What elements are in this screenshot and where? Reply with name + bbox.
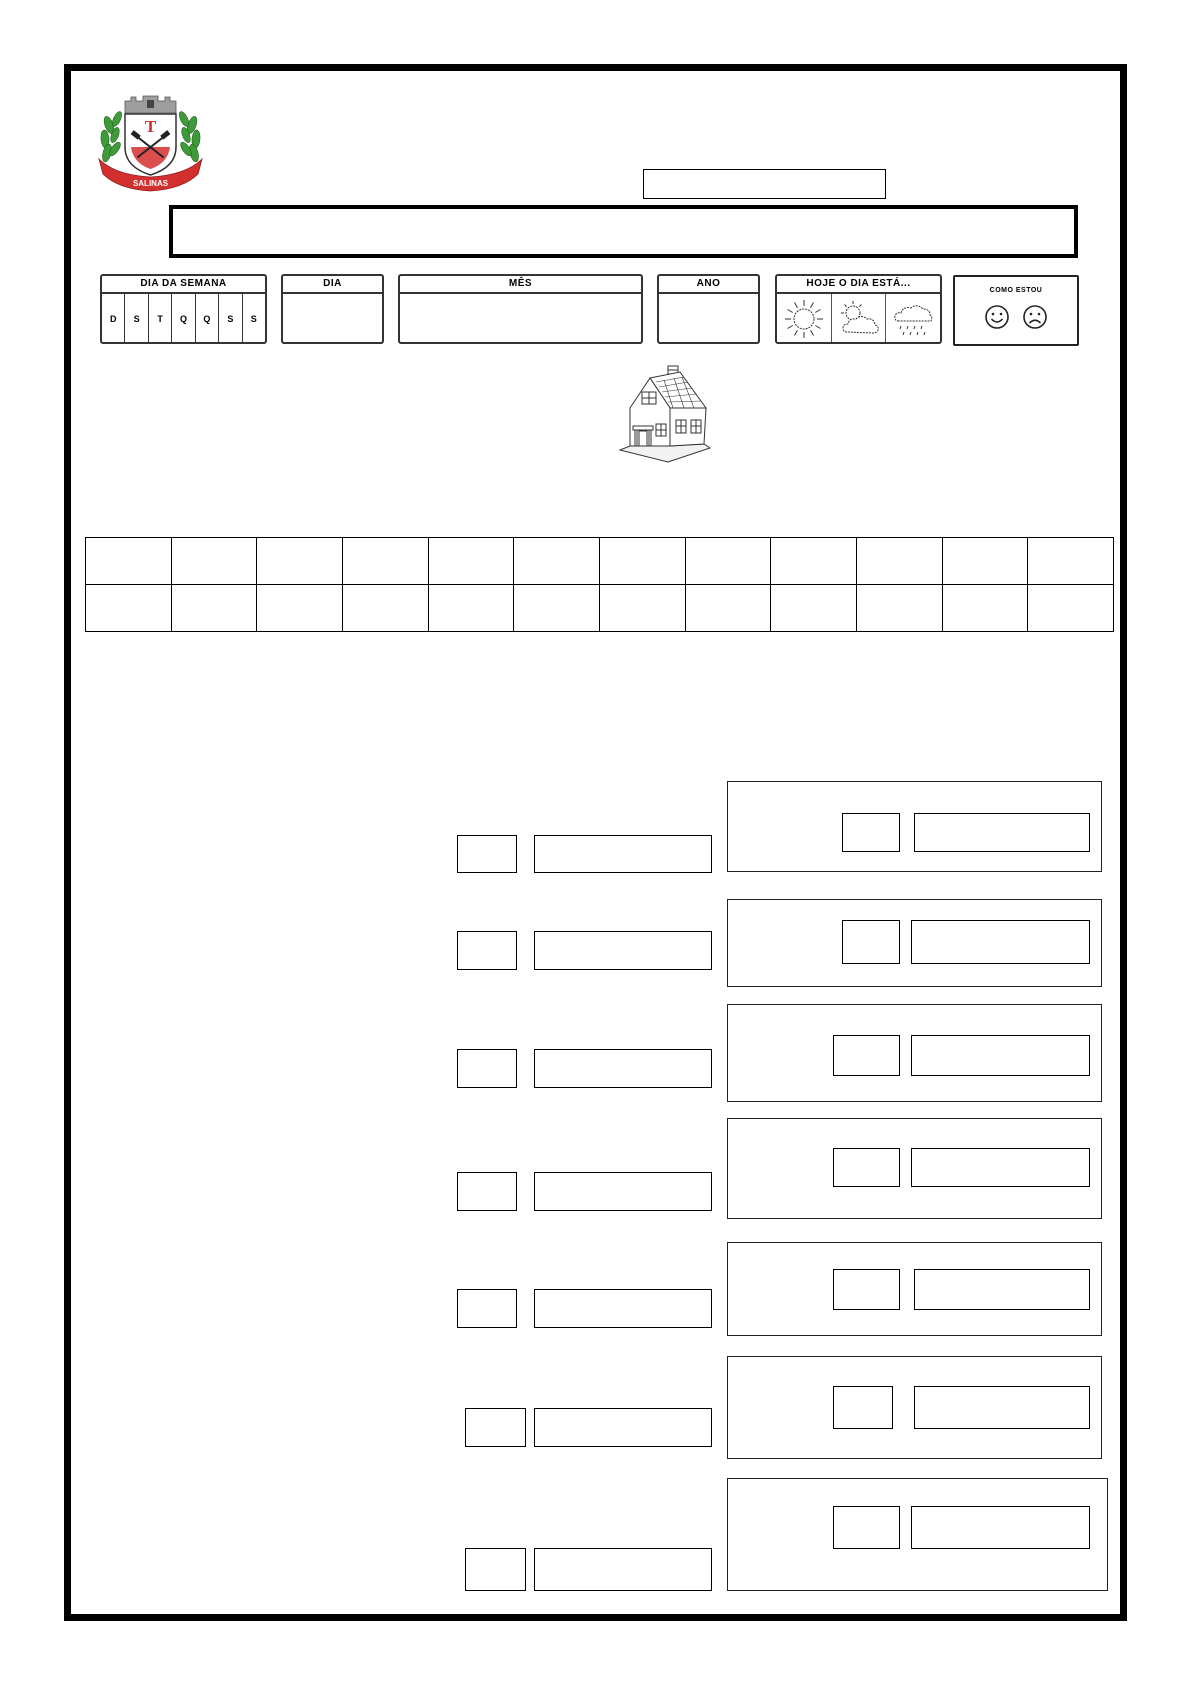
mood-box: [953, 275, 1079, 346]
right-number-box: [833, 1269, 900, 1310]
grid-cell: [257, 538, 343, 585]
left-answer-box: [534, 1289, 712, 1328]
partly-cloudy-icon: [837, 297, 881, 341]
right-number-box: [842, 813, 900, 852]
weekday-cell: S: [242, 294, 265, 344]
right-answer-box: [911, 1148, 1090, 1187]
left-answer-box: [534, 835, 712, 873]
right-card: [727, 1478, 1108, 1591]
grid-cell: [685, 585, 771, 632]
grid-row: [86, 585, 1114, 632]
left-answer-box: [534, 1049, 712, 1088]
grid-cell: [514, 538, 600, 585]
grid-cell: [771, 538, 857, 585]
weekday-cell: S: [218, 294, 241, 344]
grid-cell: [428, 538, 514, 585]
weekday-cells: [102, 294, 265, 344]
right-card: [727, 1118, 1102, 1219]
weekday-cell: Q: [171, 294, 194, 344]
mood-label: COMO ESTOU: [989, 287, 1043, 294]
grid-cell: [257, 585, 343, 632]
grid-cell: [1028, 538, 1114, 585]
month-label: MÊS: [400, 276, 641, 294]
right-card: [727, 1004, 1102, 1102]
name-field: [643, 169, 886, 199]
left-answer-box: [534, 931, 712, 970]
left-answer-box: [534, 1548, 712, 1591]
grid-cell: [342, 585, 428, 632]
weekday-cell: S: [124, 294, 147, 344]
sad-face-icon: [1022, 304, 1048, 330]
weather-label: HOJE O DIA ESTÁ...: [777, 276, 940, 294]
grid-cell: [599, 585, 685, 632]
right-card: [727, 1356, 1102, 1459]
happy-face-icon: [984, 304, 1010, 330]
day-label: DIA: [283, 276, 382, 294]
left-number-box: [457, 931, 517, 970]
right-answer-box: [914, 1269, 1090, 1310]
grid-cell: [942, 585, 1028, 632]
weekday-cell: T: [148, 294, 171, 344]
month-box: [398, 274, 643, 344]
rain-icon: [891, 297, 935, 341]
weather-cell-partly-cloudy: [831, 294, 886, 344]
weekday-box: [100, 274, 267, 344]
grid-cell: [86, 585, 172, 632]
coat-of-arms-icon: [95, 95, 206, 193]
right-number-box: [833, 1386, 893, 1429]
right-number-box: [842, 920, 900, 964]
sun-icon: [782, 297, 826, 341]
weekday-cell: Q: [195, 294, 218, 344]
left-number-box: [465, 1548, 526, 1591]
weather-cell-rainy: [885, 294, 940, 344]
grid-cell: [856, 585, 942, 632]
grid-cell: [342, 538, 428, 585]
right-number-box: [833, 1148, 900, 1187]
grid-cell: [86, 538, 172, 585]
left-number-box: [457, 1172, 517, 1211]
year-label: ANO: [659, 276, 758, 294]
grid-cell: [942, 538, 1028, 585]
grid-cell: [771, 585, 857, 632]
house-icon: [618, 364, 712, 464]
day-value: [283, 294, 382, 344]
grid-cell: [171, 585, 257, 632]
left-number-box: [465, 1408, 526, 1447]
grid-cell: [856, 538, 942, 585]
weather-cells: [777, 294, 940, 344]
right-card: [727, 899, 1102, 987]
right-number-box: [833, 1035, 900, 1076]
grid-cell: [685, 538, 771, 585]
grid-cell: [171, 538, 257, 585]
right-card: [727, 781, 1102, 872]
weather-box: [775, 274, 942, 344]
answer-grid-body: [86, 538, 1114, 632]
right-answer-box: [911, 920, 1090, 964]
grid-cell: [428, 585, 514, 632]
left-number-box: [457, 1049, 517, 1088]
year-box: [657, 274, 760, 344]
answer-grid: [85, 537, 1114, 632]
grid-cell: [1028, 585, 1114, 632]
month-value: [400, 294, 641, 344]
year-value: [659, 294, 758, 344]
mood-faces: [955, 304, 1077, 330]
left-answer-box: [534, 1408, 712, 1447]
logo-initial: T: [144, 117, 157, 136]
right-answer-box: [914, 813, 1090, 852]
weather-cell-sunny: [777, 294, 831, 344]
logo-name: SALINAS: [132, 179, 169, 188]
right-answer-box: [911, 1506, 1090, 1549]
grid-cell: [599, 538, 685, 585]
right-card: [727, 1242, 1102, 1336]
left-answer-box: [534, 1172, 712, 1211]
weekday-cell: D: [109, 314, 117, 324]
right-answer-box: [911, 1035, 1090, 1076]
title-box: [169, 205, 1078, 258]
grid-cell: [514, 585, 600, 632]
right-answer-box: [914, 1386, 1090, 1429]
left-number-box: [457, 1289, 517, 1328]
left-number-box: [457, 835, 517, 873]
grid-row: [86, 538, 1114, 585]
day-box: [281, 274, 384, 344]
weekday-label: DIA DA SEMANA: [102, 276, 265, 294]
right-number-box: [833, 1506, 900, 1549]
